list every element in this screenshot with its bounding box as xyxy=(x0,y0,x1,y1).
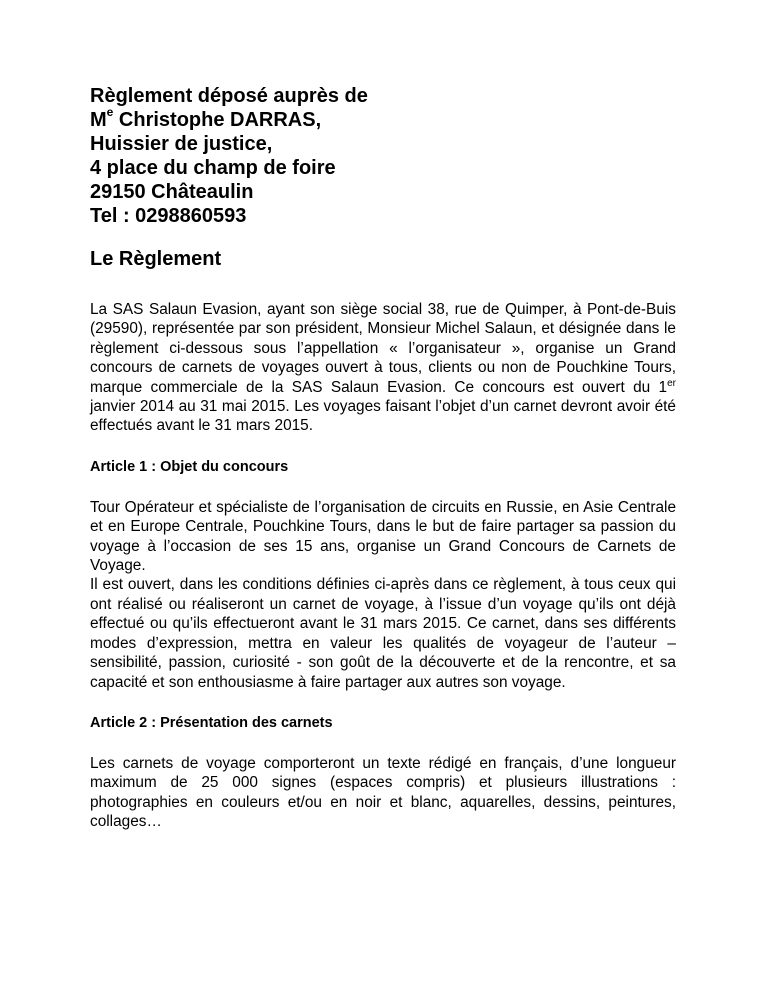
address-line-6: Tel : 0298860593 xyxy=(90,205,247,227)
intro-superscript: er xyxy=(667,377,676,389)
address-title-prefix: M xyxy=(90,109,107,131)
article-2-paragraph-1: Les carnets de voyage comporteront un texte rédigé en français, d’une longueur maximum de 25 000 signes (espaces compris) et plusieurs illustrations : photographies en couleurs et/ou en noir et blanc, aquarelles, dessins, peintures, collages… xyxy=(90,754,676,831)
address-bailiff-name: Christophe DARRAS, xyxy=(113,109,322,131)
intro-paragraph xyxy=(90,300,676,436)
intro-text-part-2: janvier 2014 au 31 mai 2015. Les voyages faisant l’objet d’un carnet devront avoir été effectués avant le 31 mars 2015. xyxy=(90,398,676,435)
address-line-2 xyxy=(90,105,676,132)
article-2-heading: Article 2 : Présentation des carnets xyxy=(90,714,333,731)
address-line-5: 29150 Châteaulin xyxy=(90,181,254,203)
address-title-superscript: e xyxy=(106,105,114,120)
bailiff-address-block xyxy=(90,84,676,228)
address-line-3: Huissier de justice, xyxy=(90,133,273,155)
document-page xyxy=(90,84,676,832)
article-1-heading: Article 1 : Objet du concours xyxy=(90,458,289,475)
address-line-4: 4 place du champ de foire xyxy=(90,157,336,179)
article-1-paragraph-1: Tour Opérateur et spécialiste de l’organisation de circuits en Russie, en Asie Centrale et en Europe Centrale, Pouchkine Tours, dans le but de faire partager sa passion du voyage à l’occasion de ses 15 ans, organise un Grand Concours de Carnets de Voyage. xyxy=(90,498,676,575)
page-title: Le Règlement xyxy=(90,248,222,270)
article-1-paragraph-2: Il est ouvert, dans les conditions définies ci-après dans ce règlement, à tous ceux qui ont réalisé ou réaliseront un carnet de voyage, à l’issue d’un voyage qu’ils ont déjà effectué ou qu’ils effectueront avant le 31 mars 2015. Ce carnet, dans ses différents modes d’expression, mettra en valeur les qualités de voyageur de l’auteur – sensibilité, passion, curiosité - son goût de la découverte et de la rencontre, et sa capacité et son enthousiasme à faire partager aux autres son voyage. xyxy=(90,576,676,691)
address-line-1: Règlement déposé auprès de xyxy=(90,85,368,107)
intro-text-part-1: La SAS Salaun Evasion, ayant son siège social 38, rue de Quimper, à Pont-de-Buis (29590), représentée par son président, Monsieur Michel Salaun, et désignée dans le règlement ci-dessous sous l’appellation « l’organisateur », organise un Grand concours de carnets de voyages ouvert à tous, clients ou non de Pouchkine Tours, marque commerciale de la SAS Salaun Evasion. Ce concours est ouvert du 1 xyxy=(90,301,676,396)
